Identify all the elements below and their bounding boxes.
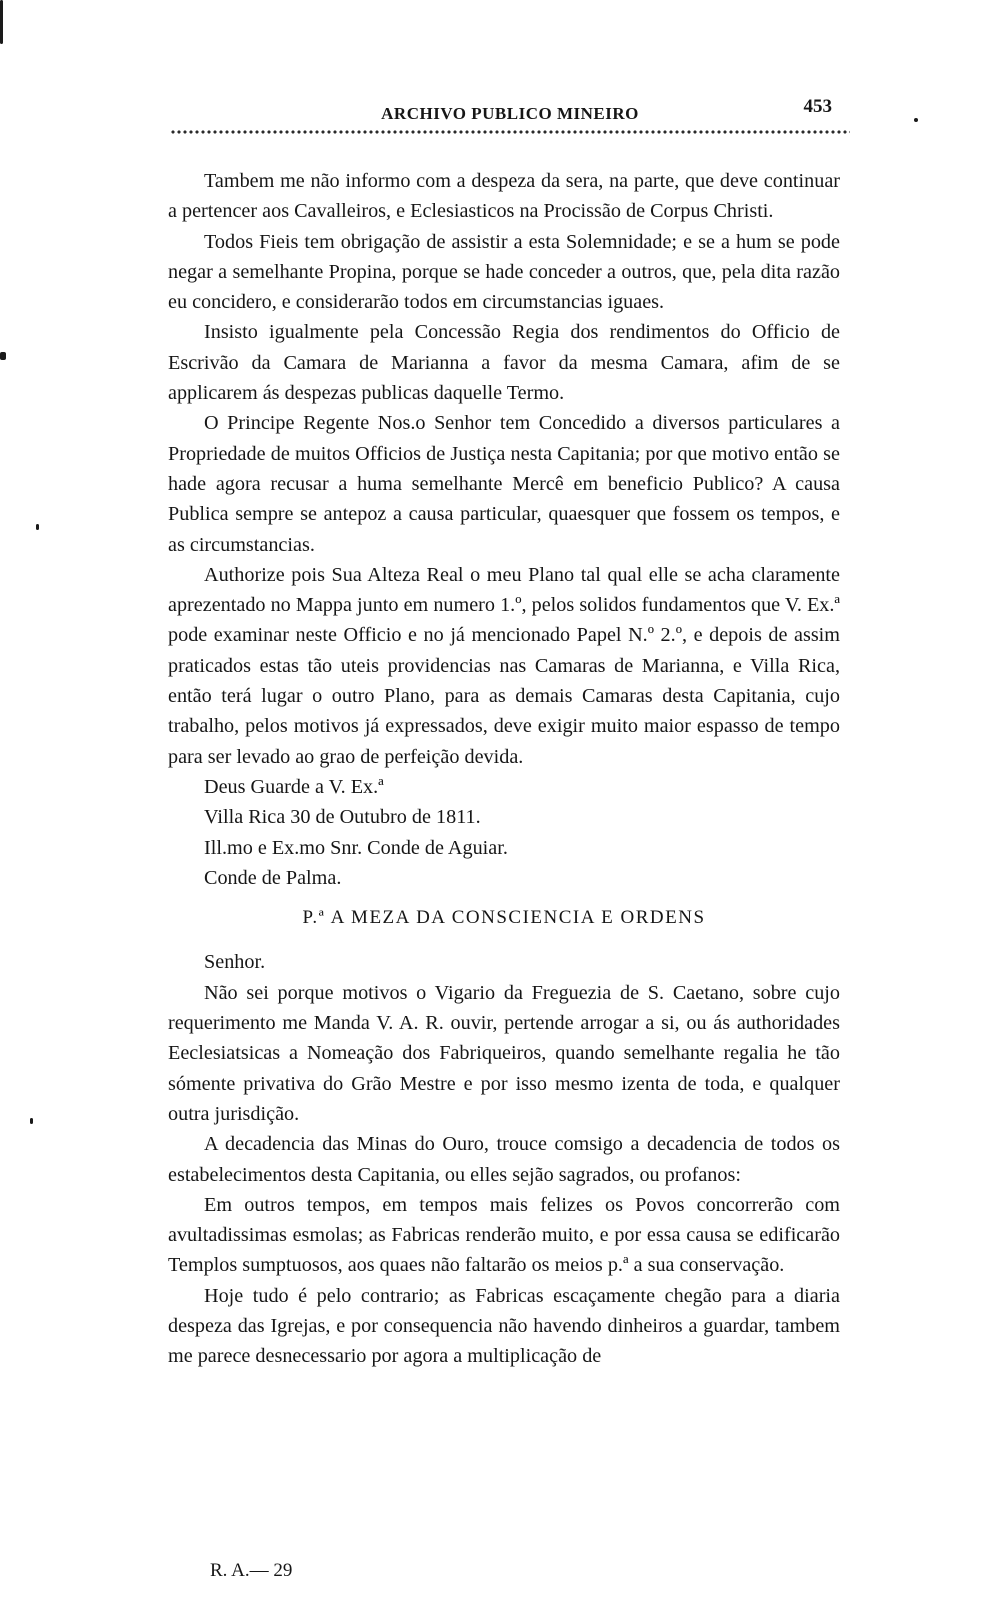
- margin-mark-left: [0, 352, 6, 360]
- paragraph-6: Não sei porque motivos o Vigario da Freguezia de S. Caetano, sobre cujo requerimento me Manda V. A. R. ouvir, pertende arrogar a si, ou ás authoridades Eeclesiatsicas a Nomeação dos Fabriqueiros, quando semelhante regalia he tão sómente privativa do Grão Mestre e por isso mesmo izenta de toda, e qualquer outra jurisdição.: [168, 981, 840, 1125]
- body-text: [168, 166, 840, 1372]
- section-heading: P.ª A MEZA DA CONSCIENCIA E ORDENS: [302, 907, 706, 929]
- closing-line-1: Deus Guarde a V. Ex.ª: [204, 775, 384, 798]
- paragraph-7: A decadencia das Minas do Ouro, trouce comsigo a decadencia de todos os estabelecimentos desta Capitania, ou elles sejão sagrados, ou profanos:: [168, 1133, 840, 1186]
- paragraph-5: Authorize pois Sua Alteza Real o meu Plano tal qual elle se acha claramente aprezentado no Mappa junto em numero 1.º, pelos solidos fundamentos que V. Ex.ª pode examinar neste Officio e no já mencionado Papel N.º 2.º, e depois de assim praticados estas tão uteis providencias nas Camaras de Marianna, e Villa Rica, então terá lugar o outro Plano, para as demais Camaras desta Capitania, cujo trabalho, pelos motivos já expressados, deve exigir muito maior espasso de tempo para ser levado ao grao de perfeição devida.: [168, 563, 840, 768]
- salutation: Senhor.: [204, 951, 266, 974]
- running-title: ARCHIVO PUBLICO MINEIRO: [381, 104, 639, 123]
- closing-line-4: Conde de Palma.: [204, 866, 342, 889]
- paragraph-8: Em outros tempos, em tempos mais felizes os Povos concorrerão com avultadissimas esmolas; as Fabricas renderão muito, e por essa causa se edificarão Templos sumptuosos, aos quaes não faltarão os meios p.ª a sua conservação.: [168, 1193, 840, 1277]
- footer-signature: R. A.— 29: [210, 1560, 293, 1581]
- closing-line-2: Villa Rica 30 de Outubro de 1811.: [204, 806, 481, 829]
- paragraph-3: Insisto igualmente pela Concessão Regia dos rendimentos do Officio de Escrivão da Camara de Marianna a favor da mesma Camara, afim de se applicarem ás despezas publicas daquelle Termo.: [168, 321, 840, 405]
- margin-mark-left-2: [36, 524, 39, 530]
- paragraph-9: Hoje tudo é pelo contrario; as Fabricas escaçamente chegão para a diaria despeza das Igrejas, e por consequencia não havendo dinheiros a guardar, tambem me parece desnecessario por agora a multiplicação de: [168, 1284, 840, 1368]
- paragraph-1: Tambem me não informo com a despeza da sera, na parte, que deve continuar a pertencer aos Cavalleiros, e Eclesiasticos na Procissão de Corpus Christi.: [168, 170, 840, 223]
- closing-line-3: Ill.mo e Ex.mo Snr. Conde de Aguiar.: [204, 836, 508, 859]
- paragraph-2: Todos Fieis tem obrigação de assistir a esta Solemnidade; e se a hum se pode negar a semelhante Propina, porque se hade conceder a outros, que, pela dita razão eu concidero, e considerarão todos em circumstancias iguaes.: [168, 230, 840, 314]
- margin-dot-right: [914, 118, 918, 122]
- page-number: 453: [803, 96, 832, 117]
- binding-mark-top: [0, 0, 3, 44]
- margin-mark-left-3: [30, 1118, 33, 1124]
- header-rule: [170, 130, 850, 135]
- paragraph-4: O Principe Regente Nos.o Senhor tem Concedido a diversos particulares a Propriedade de muitos Officios de Justiça nesta Capitania; por que motivo então se hade agora recusar a huma semelhante Mercê em beneficio Publico? A causa Publica sempre se antepoz a causa particular, quaesquer que fossem os tempos, e as circumstancias.: [168, 412, 840, 556]
- page-header: [170, 96, 850, 136]
